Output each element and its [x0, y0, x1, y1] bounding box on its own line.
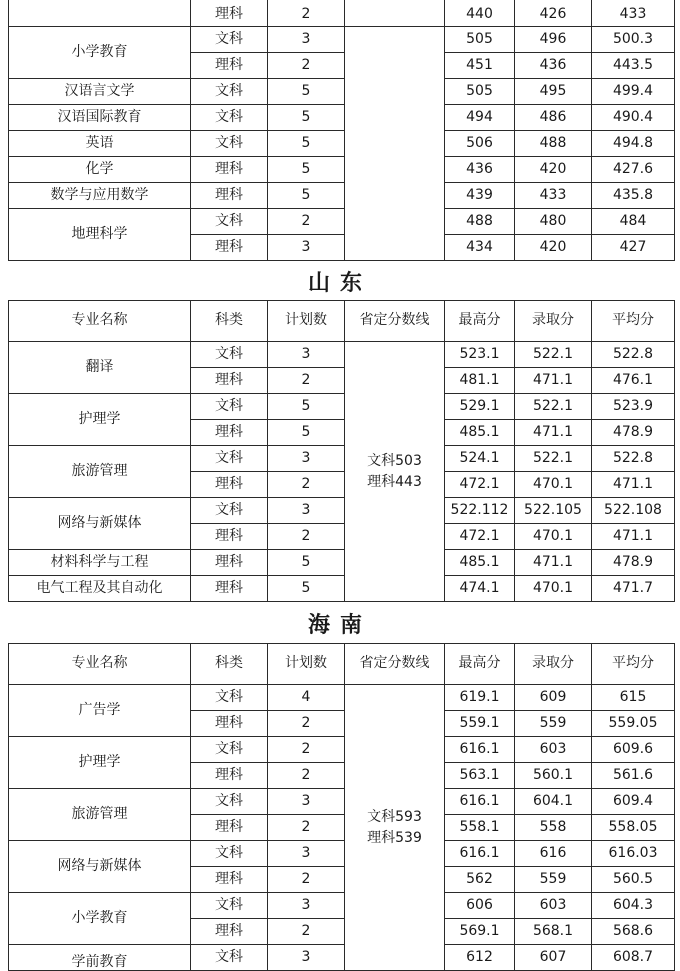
subject-cell: 理科 [191, 524, 268, 550]
min-cell: 568.1 [515, 919, 592, 945]
max-cell: 472.1 [445, 524, 515, 550]
min-cell: 559 [515, 711, 592, 737]
major-cell: 汉语国际教育 [9, 105, 191, 131]
table-row [9, 550, 675, 576]
max-cell: 612 [445, 945, 515, 971]
min-cell: 604.1 [515, 789, 592, 815]
subject-cell: 理科 [191, 576, 268, 602]
subject-cell: 文科 [191, 945, 268, 971]
major-cell: 汉语言文学 [9, 79, 191, 105]
avg-cell: 616.03 [592, 841, 675, 867]
plan-cell: 2 [268, 737, 345, 763]
plan-cell: 2 [268, 711, 345, 737]
avg-cell: 435.8 [592, 183, 675, 209]
max-cell: 562 [445, 867, 515, 893]
avg-cell: 558.05 [592, 815, 675, 841]
min-cell: 470.1 [515, 524, 592, 550]
major-cell: 数学与应用数学 [9, 183, 191, 209]
table-row [9, 498, 675, 524]
table-row [9, 131, 675, 157]
plan-cell: 3 [268, 789, 345, 815]
plan-cell: 4 [268, 685, 345, 711]
max-cell: 522.112 [445, 498, 515, 524]
plan-cell: 2 [268, 524, 345, 550]
major-cell: 网络与新媒体 [9, 498, 191, 550]
quota-cell [345, 0, 445, 27]
min-cell: 488 [515, 131, 592, 157]
plan-cell: 3 [268, 235, 345, 261]
avg-cell: 559.05 [592, 711, 675, 737]
avg-cell: 476.1 [592, 368, 675, 394]
avg-cell: 500.3 [592, 27, 675, 53]
table-row [9, 394, 675, 420]
header-min: 录取分 [515, 644, 592, 685]
major-cell: 翻译 [9, 342, 191, 394]
max-cell: 506 [445, 131, 515, 157]
table-row [9, 342, 675, 368]
min-cell: 420 [515, 235, 592, 261]
major-cell: 地理科学 [9, 209, 191, 261]
avg-cell: 499.4 [592, 79, 675, 105]
max-cell: 529.1 [445, 394, 515, 420]
min-cell: 496 [515, 27, 592, 53]
min-cell: 420 [515, 157, 592, 183]
table-row [9, 105, 675, 131]
major-cell: 英语 [9, 131, 191, 157]
plan-cell: 5 [268, 420, 345, 446]
table-row [9, 841, 675, 867]
max-cell: 472.1 [445, 472, 515, 498]
plan-cell: 2 [268, 815, 345, 841]
avg-cell: 560.5 [592, 867, 675, 893]
max-cell: 616.1 [445, 737, 515, 763]
plan-cell: 2 [268, 0, 345, 27]
max-cell: 481.1 [445, 368, 515, 394]
subject-cell: 理科 [191, 157, 268, 183]
avg-cell: 471.7 [592, 576, 675, 602]
plan-cell: 2 [268, 919, 345, 945]
major-cell: 旅游管理 [9, 789, 191, 841]
plan-cell: 2 [268, 472, 345, 498]
header-quota: 省定分数线 [345, 644, 445, 685]
min-cell: 471.1 [515, 420, 592, 446]
header-subject: 科类 [191, 644, 268, 685]
max-cell: 524.1 [445, 446, 515, 472]
avg-cell: 490.4 [592, 105, 675, 131]
header-avg: 平均分 [592, 301, 675, 342]
subject-cell: 理科 [191, 0, 268, 27]
plan-cell: 2 [268, 209, 345, 235]
quota-science: 理科539 [367, 829, 422, 846]
plan-cell: 5 [268, 550, 345, 576]
max-cell: 619.1 [445, 685, 515, 711]
min-cell: 522.1 [515, 446, 592, 472]
plan-cell: 5 [268, 157, 345, 183]
major-cell: 广告学 [9, 685, 191, 737]
avg-cell: 471.1 [592, 524, 675, 550]
subject-cell: 文科 [191, 737, 268, 763]
avg-cell: 484 [592, 209, 675, 235]
plan-cell: 2 [268, 867, 345, 893]
max-cell: 505 [445, 27, 515, 53]
plan-cell: 2 [268, 53, 345, 79]
plan-cell: 5 [268, 105, 345, 131]
max-cell: 485.1 [445, 550, 515, 576]
max-cell: 559.1 [445, 711, 515, 737]
min-cell: 522.105 [515, 498, 592, 524]
header-major: 专业名称 [9, 301, 191, 342]
table-row [9, 446, 675, 472]
continued-province-table [8, 0, 675, 261]
max-cell: 440 [445, 0, 515, 27]
avg-cell: 615 [592, 685, 675, 711]
min-cell: 436 [515, 53, 592, 79]
max-cell: 474.1 [445, 576, 515, 602]
min-cell: 607 [515, 945, 592, 971]
header-avg: 平均分 [592, 644, 675, 685]
plan-cell: 3 [268, 945, 345, 971]
table-row [9, 789, 675, 815]
header-plan: 计划数 [268, 644, 345, 685]
major-cell: 小学教育 [9, 893, 191, 945]
plan-cell: 3 [268, 27, 345, 53]
header-plan: 计划数 [268, 301, 345, 342]
max-cell: 434 [445, 235, 515, 261]
min-cell: 480 [515, 209, 592, 235]
plan-cell: 3 [268, 893, 345, 919]
plan-cell: 5 [268, 79, 345, 105]
subject-cell: 文科 [191, 498, 268, 524]
header-subject: 科类 [191, 301, 268, 342]
plan-cell: 3 [268, 498, 345, 524]
min-cell: 471.1 [515, 368, 592, 394]
avg-cell: 609.6 [592, 737, 675, 763]
min-cell: 426 [515, 0, 592, 27]
max-cell: 494 [445, 105, 515, 131]
max-cell: 616.1 [445, 841, 515, 867]
province-title-hainan: 海南 [307, 613, 372, 638]
max-cell: 616.1 [445, 789, 515, 815]
subject-cell: 文科 [191, 105, 268, 131]
subject-cell: 理科 [191, 550, 268, 576]
table-header-row [9, 301, 675, 342]
avg-cell: 561.6 [592, 763, 675, 789]
min-cell: 522.1 [515, 342, 592, 368]
plan-cell: 3 [268, 841, 345, 867]
avg-cell: 604.3 [592, 893, 675, 919]
max-cell: 505 [445, 79, 515, 105]
table-header-row [9, 644, 675, 685]
header-min: 录取分 [515, 301, 592, 342]
subject-cell: 文科 [191, 685, 268, 711]
min-cell: 471.1 [515, 550, 592, 576]
min-cell: 486 [515, 105, 592, 131]
table-row [9, 893, 675, 919]
header-major: 专业名称 [9, 644, 191, 685]
quota-arts: 文科503 [367, 452, 422, 469]
major-cell: 旅游管理 [9, 446, 191, 498]
avg-cell: 522.108 [592, 498, 675, 524]
subject-cell: 理科 [191, 183, 268, 209]
avg-cell: 523.9 [592, 394, 675, 420]
max-cell: 451 [445, 53, 515, 79]
major-cell: 网络与新媒体 [9, 841, 191, 893]
avg-cell: 478.9 [592, 550, 675, 576]
min-cell: 603 [515, 893, 592, 919]
max-cell: 569.1 [445, 919, 515, 945]
min-cell: 609 [515, 685, 592, 711]
avg-cell: 609.4 [592, 789, 675, 815]
subject-cell: 理科 [191, 368, 268, 394]
plan-cell: 5 [268, 394, 345, 420]
max-cell: 436 [445, 157, 515, 183]
plan-cell: 5 [268, 183, 345, 209]
subject-cell: 理科 [191, 235, 268, 261]
subject-cell: 文科 [191, 841, 268, 867]
quota-cell [345, 685, 445, 971]
avg-cell: 443.5 [592, 53, 675, 79]
major-cell: 护理学 [9, 394, 191, 446]
min-cell: 559 [515, 867, 592, 893]
subject-cell: 理科 [191, 53, 268, 79]
min-cell: 603 [515, 737, 592, 763]
subject-cell: 文科 [191, 131, 268, 157]
min-cell: 470.1 [515, 576, 592, 602]
table-row [9, 27, 675, 53]
subject-cell: 理科 [191, 420, 268, 446]
quota-science: 理科443 [367, 473, 422, 490]
major-cell: 化学 [9, 157, 191, 183]
quota-cell [345, 342, 445, 602]
quota-arts: 文科593 [367, 808, 422, 825]
avg-cell: 522.8 [592, 342, 675, 368]
quota-cell [345, 27, 445, 261]
hainan-table [8, 643, 675, 971]
subject-cell: 理科 [191, 763, 268, 789]
table-row [9, 685, 675, 711]
subject-cell: 理科 [191, 815, 268, 841]
subject-cell: 文科 [191, 893, 268, 919]
table-row [9, 737, 675, 763]
plan-cell: 3 [268, 342, 345, 368]
max-cell: 558.1 [445, 815, 515, 841]
table-row [9, 576, 675, 602]
subject-cell: 文科 [191, 394, 268, 420]
max-cell: 488 [445, 209, 515, 235]
shandong-table [8, 300, 675, 602]
major-cell: 材料科学与工程 [9, 550, 191, 576]
subject-cell: 理科 [191, 711, 268, 737]
avg-cell: 471.1 [592, 472, 675, 498]
plan-cell: 5 [268, 131, 345, 157]
plan-cell: 2 [268, 368, 345, 394]
table-row [9, 0, 675, 27]
subject-cell: 文科 [191, 342, 268, 368]
avg-cell: 494.8 [592, 131, 675, 157]
avg-cell: 427.6 [592, 157, 675, 183]
max-cell: 439 [445, 183, 515, 209]
min-cell: 560.1 [515, 763, 592, 789]
avg-cell: 608.7 [592, 945, 675, 971]
major-cell [9, 0, 191, 27]
min-cell: 495 [515, 79, 592, 105]
subject-cell: 文科 [191, 79, 268, 105]
header-max: 最高分 [445, 301, 515, 342]
subject-cell: 文科 [191, 446, 268, 472]
min-cell: 558 [515, 815, 592, 841]
major-cell: 护理学 [9, 737, 191, 789]
max-cell: 563.1 [445, 763, 515, 789]
subject-cell: 理科 [191, 867, 268, 893]
avg-cell: 427 [592, 235, 675, 261]
subject-cell: 文科 [191, 789, 268, 815]
header-quota: 省定分数线 [345, 301, 445, 342]
subject-cell: 文科 [191, 209, 268, 235]
min-cell: 470.1 [515, 472, 592, 498]
plan-cell: 3 [268, 446, 345, 472]
header-max: 最高分 [445, 644, 515, 685]
max-cell: 485.1 [445, 420, 515, 446]
province-title-shandong: 山东 [307, 271, 372, 296]
major-cell: 小学教育 [9, 27, 191, 79]
avg-cell: 478.9 [592, 420, 675, 446]
avg-cell: 568.6 [592, 919, 675, 945]
min-cell: 616 [515, 841, 592, 867]
table-row [9, 209, 675, 235]
major-cell: 学前教育 [9, 945, 191, 971]
subject-cell: 理科 [191, 472, 268, 498]
subject-cell: 文科 [191, 27, 268, 53]
avg-cell: 522.8 [592, 446, 675, 472]
avg-cell: 433 [592, 0, 675, 27]
table-row [9, 79, 675, 105]
max-cell: 606 [445, 893, 515, 919]
table-row [9, 183, 675, 209]
subject-cell: 理科 [191, 919, 268, 945]
plan-cell: 2 [268, 763, 345, 789]
major-cell: 电气工程及其自动化 [9, 576, 191, 602]
plan-cell: 5 [268, 576, 345, 602]
table-row [9, 157, 675, 183]
min-cell: 433 [515, 183, 592, 209]
max-cell: 523.1 [445, 342, 515, 368]
min-cell: 522.1 [515, 394, 592, 420]
